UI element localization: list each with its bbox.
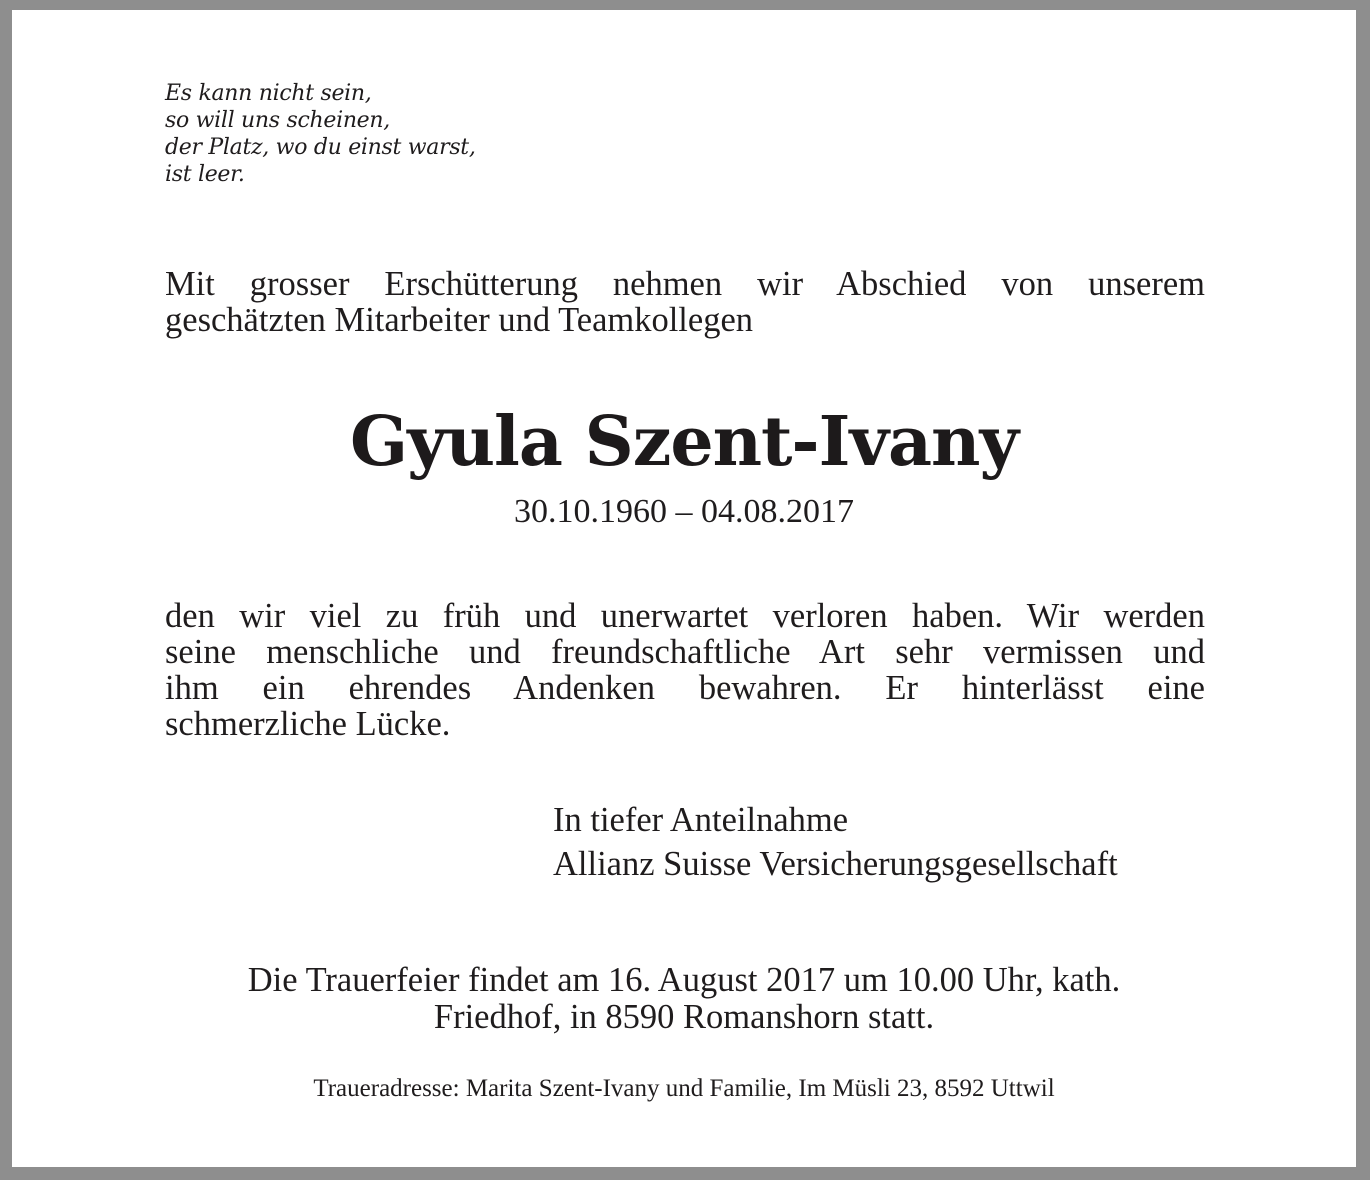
life-dates: 30.10.1960 – 04.08.2017 [514, 493, 854, 530]
body-line: ihm ein ehrendes Andenken bewahren. Er hinterlässt eine [165, 669, 1205, 707]
signature-closing: In tiefer Anteilnahme [553, 801, 849, 839]
signature-company: Allianz Suisse Versicherungsgesellschaft [553, 845, 1118, 883]
deceased-name: Gyula Szent-Ivany [350, 402, 1018, 482]
ceremony-notice [12, 962, 1356, 1036]
obituary-page [12, 10, 1356, 1167]
poem-line: ist leer. [165, 162, 245, 187]
intro-line: geschätzten Mitarbeiter und Teamkollegen [165, 301, 754, 339]
body-paragraph [165, 598, 1205, 742]
signature-block [553, 798, 1118, 886]
ceremony-line: Die Trauerfeier findet am 16. August 2017 um 10.00 Uhr, kath. [247, 961, 1121, 999]
body-line: schmerzliche Lücke. [165, 705, 451, 743]
mourning-address: Traueradresse: Marita Szent-Ivany und Familie, Im Müsli 23, 8592 Uttwil [313, 1075, 1055, 1102]
ceremony-line: Friedhof, in 8590 Romanshorn statt. [433, 998, 935, 1036]
intro-line: Mit grosser Erschütterung nehmen wir Abschied von unserem [165, 265, 1205, 303]
intro-paragraph [165, 266, 1205, 338]
poem-line: der Platz, wo du einst warst, [165, 135, 476, 160]
poem [165, 80, 476, 188]
body-line: den wir viel zu früh und unerwartet verloren haben. Wir werden [165, 597, 1205, 635]
poem-line: so will uns scheinen, [165, 108, 390, 133]
poem-line: Es kann nicht sein, [165, 81, 372, 106]
body-line: seine menschliche und freundschaftliche Art sehr vermissen und [165, 633, 1205, 671]
